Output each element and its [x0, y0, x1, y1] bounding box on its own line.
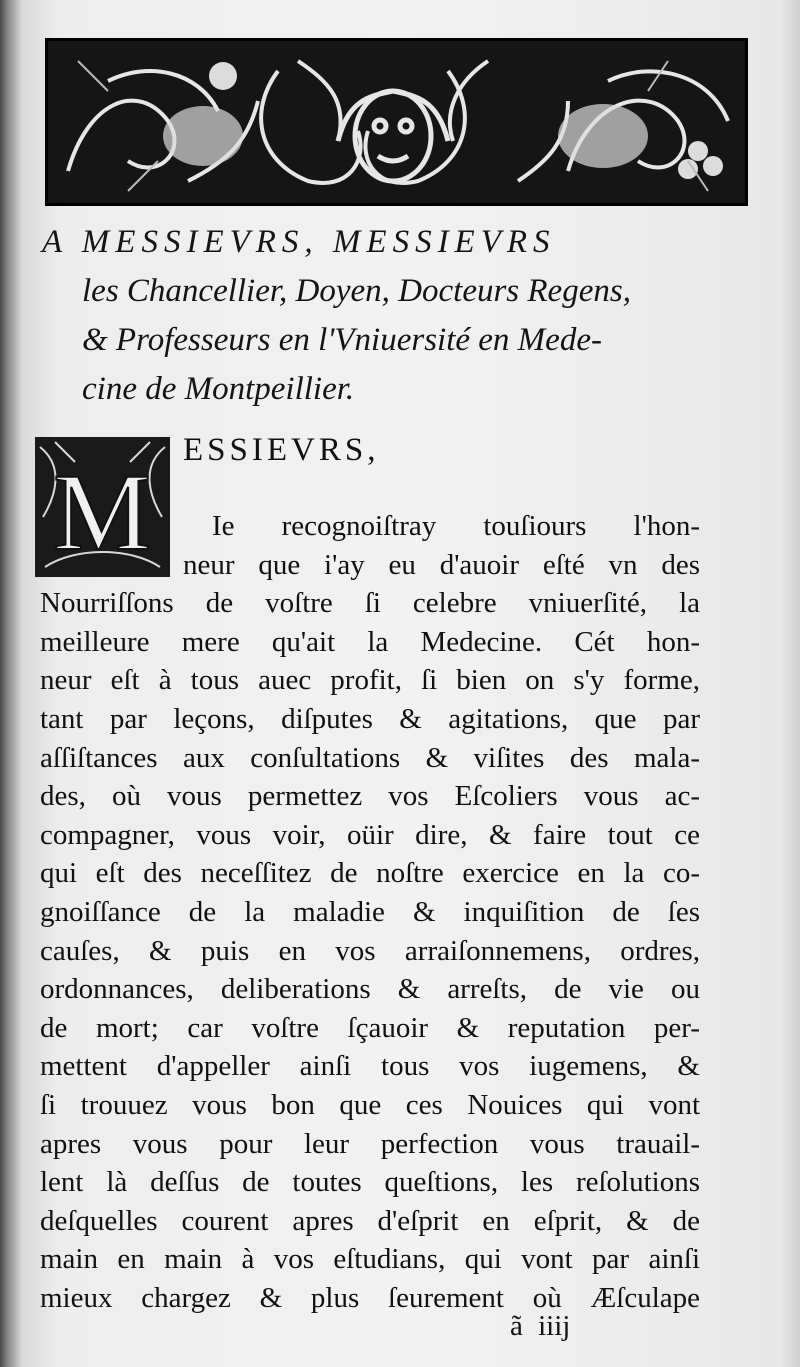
headpiece-ornament-icon [48, 41, 745, 203]
text-line: ordonnances, deliberations & arreſts, de vie ou [40, 973, 700, 1006]
heading-line-3: & Professeurs en l'Vniuersité en Mede- [82, 322, 602, 358]
text-line: mieux chargez & plus ſeurement où Æſculape [40, 1281, 700, 1314]
text-line: meilleure mere qu'ait la Medecine. Cét hon- [40, 625, 700, 658]
heading-line-4: cine de Montpeillier. [82, 371, 355, 407]
salutation: ESSIEVRS, [183, 432, 380, 468]
text-line: main en main à vos eſtudians, qui vont par ainſi [40, 1243, 700, 1276]
text-line: neur eſt à tous auec profit, ſi bien on s'y forme, [40, 664, 700, 697]
text-line: gnoiſſance de la maladie & inquiſition de ſes [40, 895, 700, 928]
text-line: deſquelles courent apres d'eſprit en eſprit, & de [40, 1204, 700, 1237]
text-line: compagner, vous voir, oüir dire, & faire tout ce [40, 818, 700, 851]
text-line: des, où vous permettez vos Eſcoliers vous ac- [40, 780, 700, 813]
signature-mark: ã iiij [510, 1310, 571, 1342]
text-line: de mort; car voſtre ſçauoir & reputation per- [40, 1011, 700, 1044]
heading-line-1: A MESSIEVRS, MESSIEVRS [42, 224, 556, 260]
heading-line-2: les Chancellier, Doyen, Docteurs Regens, [82, 273, 631, 309]
body-text [40, 507, 700, 1317]
text-line: qui eſt des neceſſitez de noſtre exercice en la co- [40, 857, 700, 890]
text-line: Nourriſſons de voſtre ſi celebre vniuerſité, la [40, 587, 700, 620]
ornamental-headpiece [45, 38, 748, 206]
text-line: tant par leçons, diſputes & agitations, que par [40, 702, 700, 735]
text-line: lent là deſſus de toutes queſtions, les reſolutions [40, 1166, 700, 1199]
text-line: neur que i'ay eu d'auoir eſté vn des [183, 548, 700, 581]
text-line: ſi trouuez vous bon que ces Nouices qui vont [40, 1088, 700, 1121]
text-line: mettent d'appeller ainſi tous vos iugemens, & [40, 1050, 700, 1083]
text-line: cauſes, & puis en vos arraiſonnemens, ordres, [40, 934, 700, 967]
svg-text:M: M [53, 451, 151, 573]
text-line: apres vous pour leur perfection vous trauail- [40, 1127, 700, 1160]
text-line: aſſiſtances aux conſultations & viſites des mala- [40, 741, 700, 774]
text-line: Ie recognoiſtray touſiours l'hon- [212, 510, 700, 542]
dedication-heading [42, 218, 682, 414]
